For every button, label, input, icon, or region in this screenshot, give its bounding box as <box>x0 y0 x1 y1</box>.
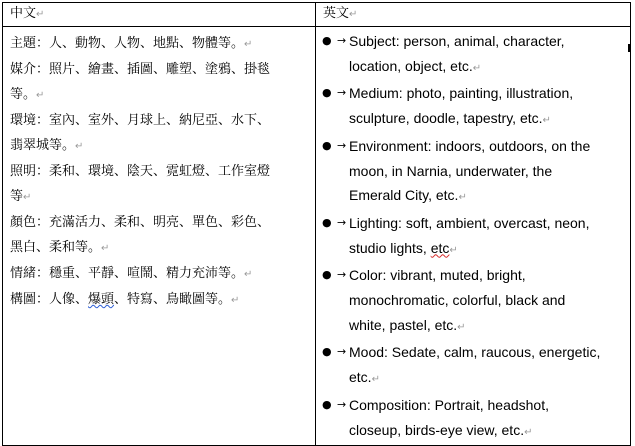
zh-composition: 構圖：人像、爆頭、特寫、鳥瞰圖等。↵ <box>10 292 240 307</box>
zh-color-line-2: 黑白、柔和等。↵ <box>10 240 110 255</box>
en-lighting: ● → Lighting: soft, ambient, overcast, neon, studio lights, etc↵ <box>322 211 630 263</box>
paragraph-mark: ↵ <box>36 9 45 20</box>
header-cell-english[interactable] <box>316 3 631 27</box>
en-subject: ● → Subject: person, animal, character, location, object, etc.↵ <box>322 29 630 81</box>
tab-arrow-icon: → <box>337 268 347 282</box>
bullet-icon: ● <box>322 86 332 100</box>
zh-environment-line-1: 環境：室內、室外、月球上、納尼亞、水下、 <box>10 113 271 128</box>
translation-table <box>2 2 631 446</box>
tab-arrow-icon: → <box>337 34 347 47</box>
tab-arrow-icon: → <box>337 397 347 411</box>
zh-medium-line-2: 等。↵ <box>10 87 45 102</box>
en-mood: ● → Mood: Sedate, calm, raucous, energetic, etc.↵ <box>322 340 630 392</box>
english-cell[interactable] <box>316 27 631 446</box>
zh-environment-line-2: 翡翠城等。↵ <box>10 138 84 153</box>
spellcheck-underline: etc <box>430 239 450 256</box>
spellcheck-underline: 爆頭 <box>88 292 115 307</box>
tab-arrow-icon: → <box>337 345 347 359</box>
zh-mood: 情緒：穩重、平靜、喧鬧、精力充沛等。↵ <box>10 266 253 281</box>
header-cell-chinese[interactable] <box>3 3 316 27</box>
bullet-icon: ● <box>322 345 332 359</box>
zh-color-line-1: 顏色：充滿活力、柔和、明亮、單色、彩色、 <box>10 215 271 230</box>
zh-lighting-line-1: 照明：柔和、環境、陰天、霓虹燈、工作室燈 <box>10 164 271 179</box>
tab-arrow-icon: → <box>337 215 347 229</box>
header-english: 英文 <box>323 6 350 21</box>
en-color: ● → Color: vibrant, muted, bright, monochromatic, colorful, black and white, pastel, etc.↵ <box>322 263 630 340</box>
en-medium: ● → Medium: photo, painting, illustration, sculpture, doodle, tapestry, etc.↵ <box>322 81 630 133</box>
en-environment: ● → Environment: indoors, outdoors, on the moon, in Narnia, underwater, the Emerald City, etc.↵ <box>322 134 630 211</box>
bullet-icon: ● <box>322 215 332 229</box>
zh-medium-line-1: 媒介：照片、繪畫、插圖、雕塑、塗鴉、掛毯 <box>10 62 271 77</box>
en-composition: ● → Composition: Portrait, headshot, closeup, birds-eye view, etc.↵ <box>322 393 630 445</box>
bullet-icon: ● <box>322 138 332 152</box>
chinese-cell[interactable] <box>3 27 316 446</box>
paragraph-mark: ↵ <box>349 9 358 20</box>
bullet-icon: ● <box>322 268 332 282</box>
bullet-icon: ● <box>322 397 332 411</box>
zh-lighting-line-2: 等↵ <box>10 189 32 204</box>
header-chinese: 中文 <box>10 6 37 21</box>
table-end-marker <box>628 44 630 52</box>
bullet-icon: ● <box>322 34 332 47</box>
tab-arrow-icon: → <box>337 138 347 152</box>
zh-subject: 主題：人、動物、人物、地點、物體等。↵ <box>10 36 253 51</box>
tab-arrow-icon: → <box>337 86 347 100</box>
content-row <box>3 27 631 446</box>
header-row <box>3 3 631 27</box>
